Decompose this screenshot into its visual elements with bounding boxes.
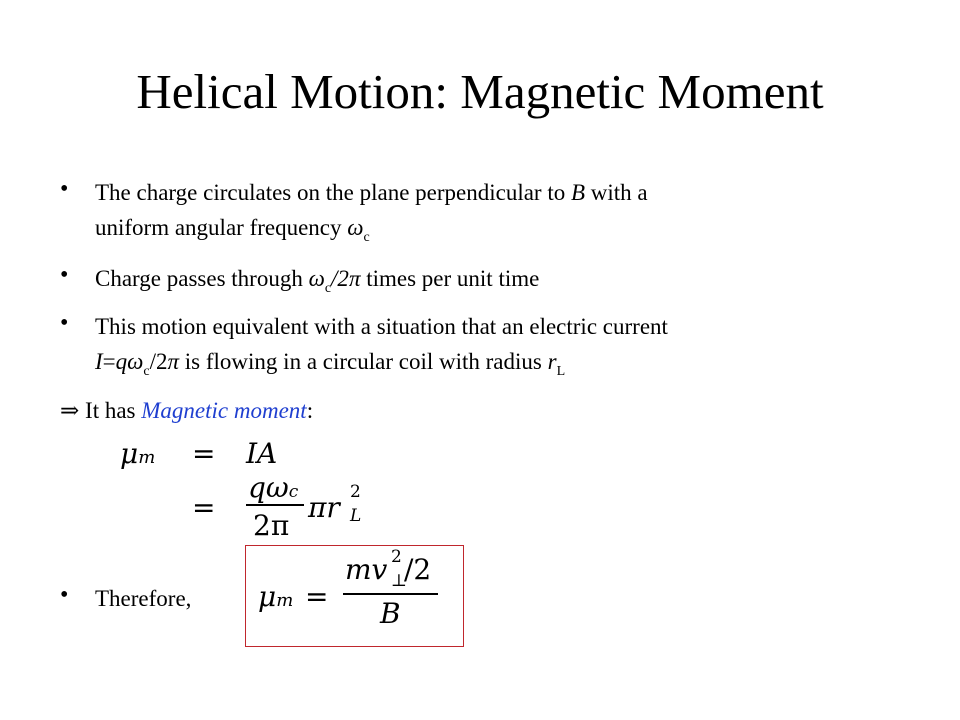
boxed-fraction-bar [343, 593, 438, 595]
bullet-marker: • [60, 176, 69, 202]
bullet-text-2: Charge passes through $\omega_c/2\pi$ times per unit time [95, 266, 540, 296]
boxed-equals: = [305, 580, 329, 613]
eq2-equals: = [192, 491, 216, 524]
eq2-r-sub: L [350, 506, 362, 526]
boxed-lhs: μm [258, 580, 294, 613]
therefore-text: Therefore, [95, 586, 192, 611]
bullet-text-3: This motion equivalent with a situation that an electric current [95, 314, 668, 339]
slide-title: Helical Motion: Magnetic Moment [136, 64, 824, 119]
boxed-num-sub: ⊥ [391, 571, 407, 591]
implies-arrow-icon: ⇒ [60, 398, 80, 423]
boxed-denominator: B [380, 597, 401, 630]
bullet-text-1-line2: uniform angular frequency $\omega_c$ [95, 215, 370, 245]
eq1-rhs: IA [246, 437, 278, 470]
boxed-num-tail: /2 [404, 553, 432, 586]
eq1-lhs: μm [120, 437, 156, 470]
bullet-marker: • [60, 262, 69, 288]
bullet-marker: • [60, 582, 69, 608]
bullet-marker: • [60, 310, 69, 336]
eq2-fraction-bar [246, 504, 304, 506]
eq2-denominator: 2π [253, 509, 290, 542]
eq2-r-sup: 2 [350, 482, 361, 502]
eq2-pi-r: πr [308, 491, 340, 524]
eq2-numerator: qωc [248, 471, 299, 504]
bullet-text-1: The charge circulates on the plane perpendicular to B with a [95, 180, 648, 205]
boxed-numerator: mv [345, 553, 388, 586]
boxed-num-sup: 2 [391, 547, 402, 567]
eq1-equals: = [192, 437, 216, 470]
bullet-text-3-line2: $I=q\omega_c/2\pi$ is flowing in a circular coil with radius $r_L$ [95, 349, 566, 379]
magnetic-moment-highlight: Magnetic moment [141, 398, 307, 423]
implies-line: ⇒ It has Magnetic moment: [60, 398, 314, 423]
